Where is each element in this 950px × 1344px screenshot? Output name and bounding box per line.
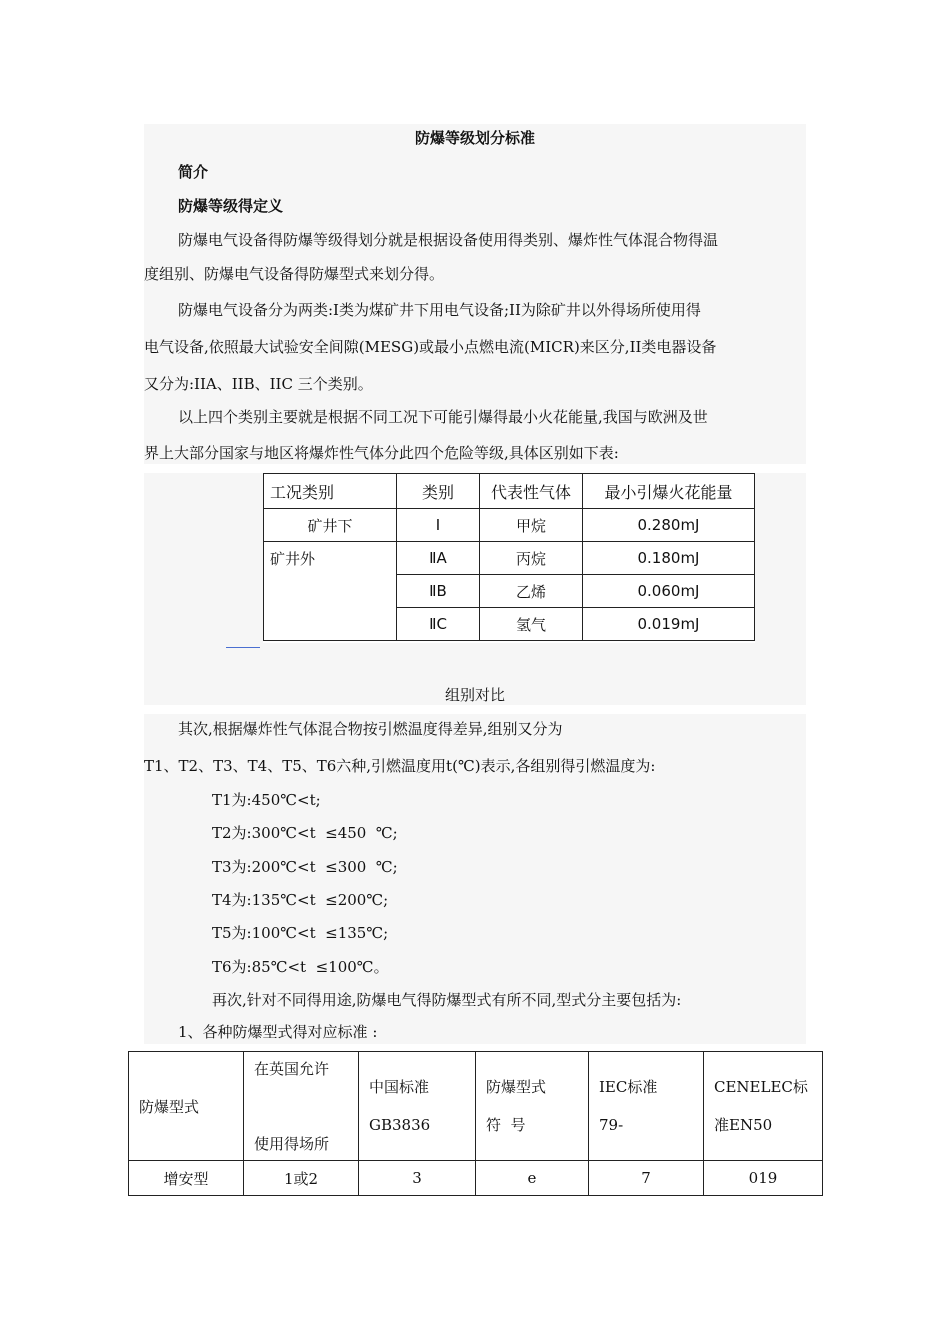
standards-header-gb-line1: 中国标准	[369, 1078, 430, 1096]
page-title: 防爆等级划分标准	[414, 129, 535, 147]
gas-table-cell: 0.180mJ	[583, 542, 755, 575]
paragraph-4-line-1: 其次,根据爆炸性气体混合物按引燃温度得差异,组别又分为	[178, 720, 563, 738]
paragraph-2-line-3: 又分为:IIA、IIB、IIC 三个类别。	[144, 375, 373, 393]
standards-header-cenelec-line2: 准EN50	[714, 1116, 773, 1134]
standards-cell: 1或2	[244, 1161, 359, 1196]
gas-table-header: 类别	[397, 474, 480, 509]
temperature-group-t6: T6为:85℃<t ≤100℃。	[212, 958, 389, 976]
standards-header-cenelec	[704, 1052, 823, 1161]
table-row	[129, 1161, 823, 1196]
paragraph-1-line-2: 度组别、防爆电气设备得防爆型式来划分得。	[144, 265, 445, 283]
paragraph-5: 再次,针对不同得用途,防爆电气得防爆型式有所不同,型式分主要包括为:	[212, 991, 682, 1009]
gas-table-cell: 0.280mJ	[583, 509, 755, 542]
standards-header-symbol-line2: 符 号	[486, 1116, 526, 1134]
gas-table-cell: I	[397, 509, 480, 542]
standards-table	[128, 1051, 823, 1196]
gas-table-cell: 甲烷	[480, 509, 583, 542]
gas-table-cell: 氢气	[480, 608, 583, 641]
standards-cell: 3	[359, 1161, 476, 1196]
standards-header-cenelec-line1: CENELEC标	[714, 1078, 808, 1096]
paragraph-3-line-2: 界上大部分国家与地区将爆炸性气体分此四个危险等级,具体区别如下表:	[144, 444, 619, 462]
standards-header-type: 防爆型式	[129, 1052, 244, 1161]
gas-table-header: 最小引爆火花能量	[583, 474, 755, 509]
standards-header-uk	[244, 1052, 359, 1161]
standards-cell: 019	[704, 1161, 823, 1196]
gas-table-cell: 0.060mJ	[583, 575, 755, 608]
paragraph-2-line-1: 防爆电气设备分为两类:I类为煤矿井下用电气设备;II为除矿井以外得场所使用得	[178, 301, 701, 319]
paragraph-1-line-1: 防爆电气设备得防爆等级得划分就是根据设备使用得类别、爆炸性气体混合物得温	[178, 231, 719, 249]
gas-table-cell: ⅡC	[397, 608, 480, 641]
gas-table-cell: 乙烯	[480, 575, 583, 608]
gas-table-header: 工况类别	[264, 474, 397, 509]
paragraph-2-line-2: 电气设备,依照最大试验安全间隙(MESG)或最小点燃电流(MICR)来区分,II类电器设备	[144, 338, 717, 356]
gas-table-cell: ⅡB	[397, 575, 480, 608]
gas-table-header: 代表性气体	[480, 474, 583, 509]
table-row	[264, 542, 755, 575]
gas-table-cell: 矿井下	[264, 509, 397, 542]
paragraph-3-line-1: 以上四个类别主要就是根据不同工况下可能引爆得最小火花能量,我国与欧洲及世	[178, 408, 708, 426]
standards-header-gb-line2: GB3836	[369, 1116, 431, 1134]
standards-header-symbol	[476, 1052, 589, 1161]
gas-table-cell: 0.019mJ	[583, 608, 755, 641]
standards-cell: 7	[589, 1161, 704, 1196]
standards-header-iec-line2: 79-	[599, 1116, 624, 1134]
table-caption: 组别对比	[444, 686, 505, 704]
standards-header-uk-line1: 在英国允许	[254, 1060, 330, 1078]
standards-header-iec-line1: IEC标准	[599, 1078, 658, 1096]
temperature-group-t3: T3为:200℃<t ≤300 ℃;	[212, 858, 398, 876]
gas-table-cell: 丙烷	[480, 542, 583, 575]
standards-cell: e	[476, 1161, 589, 1196]
standards-table-header-row	[129, 1052, 823, 1161]
standards-header-gb	[359, 1052, 476, 1161]
section-definition: 防爆等级得定义	[178, 197, 284, 215]
temperature-group-t4: T4为:135℃<t ≤200℃;	[212, 891, 389, 909]
temperature-group-t5: T5为:100℃<t ≤135℃;	[212, 924, 389, 942]
gas-table-cell: ⅡA	[397, 542, 480, 575]
standards-cell: 增安型	[129, 1161, 244, 1196]
temperature-group-t1: T1为:450℃<t;	[212, 791, 321, 809]
gas-category-table	[263, 473, 755, 643]
paragraph-6: 1、各种防爆型式得对应标准 :	[178, 1023, 378, 1041]
image-link-underline	[226, 647, 260, 648]
standards-header-symbol-line1: 防爆型式	[486, 1078, 547, 1096]
table-row	[264, 509, 755, 542]
gas-table-cell: 矿井外	[264, 542, 397, 641]
standards-header-uk-line2: 使用得场所	[254, 1135, 330, 1153]
standards-header-iec	[589, 1052, 704, 1161]
gas-table-header-row	[264, 474, 755, 509]
section-intro: 简介	[178, 163, 209, 181]
paragraph-4-line-2: T1、T2、T3、T4、T5、T6六种,引燃温度用t(℃)表示,各组别得引燃温度为:	[144, 757, 656, 775]
temperature-group-t2: T2为:300℃<t ≤450 ℃;	[212, 824, 398, 842]
